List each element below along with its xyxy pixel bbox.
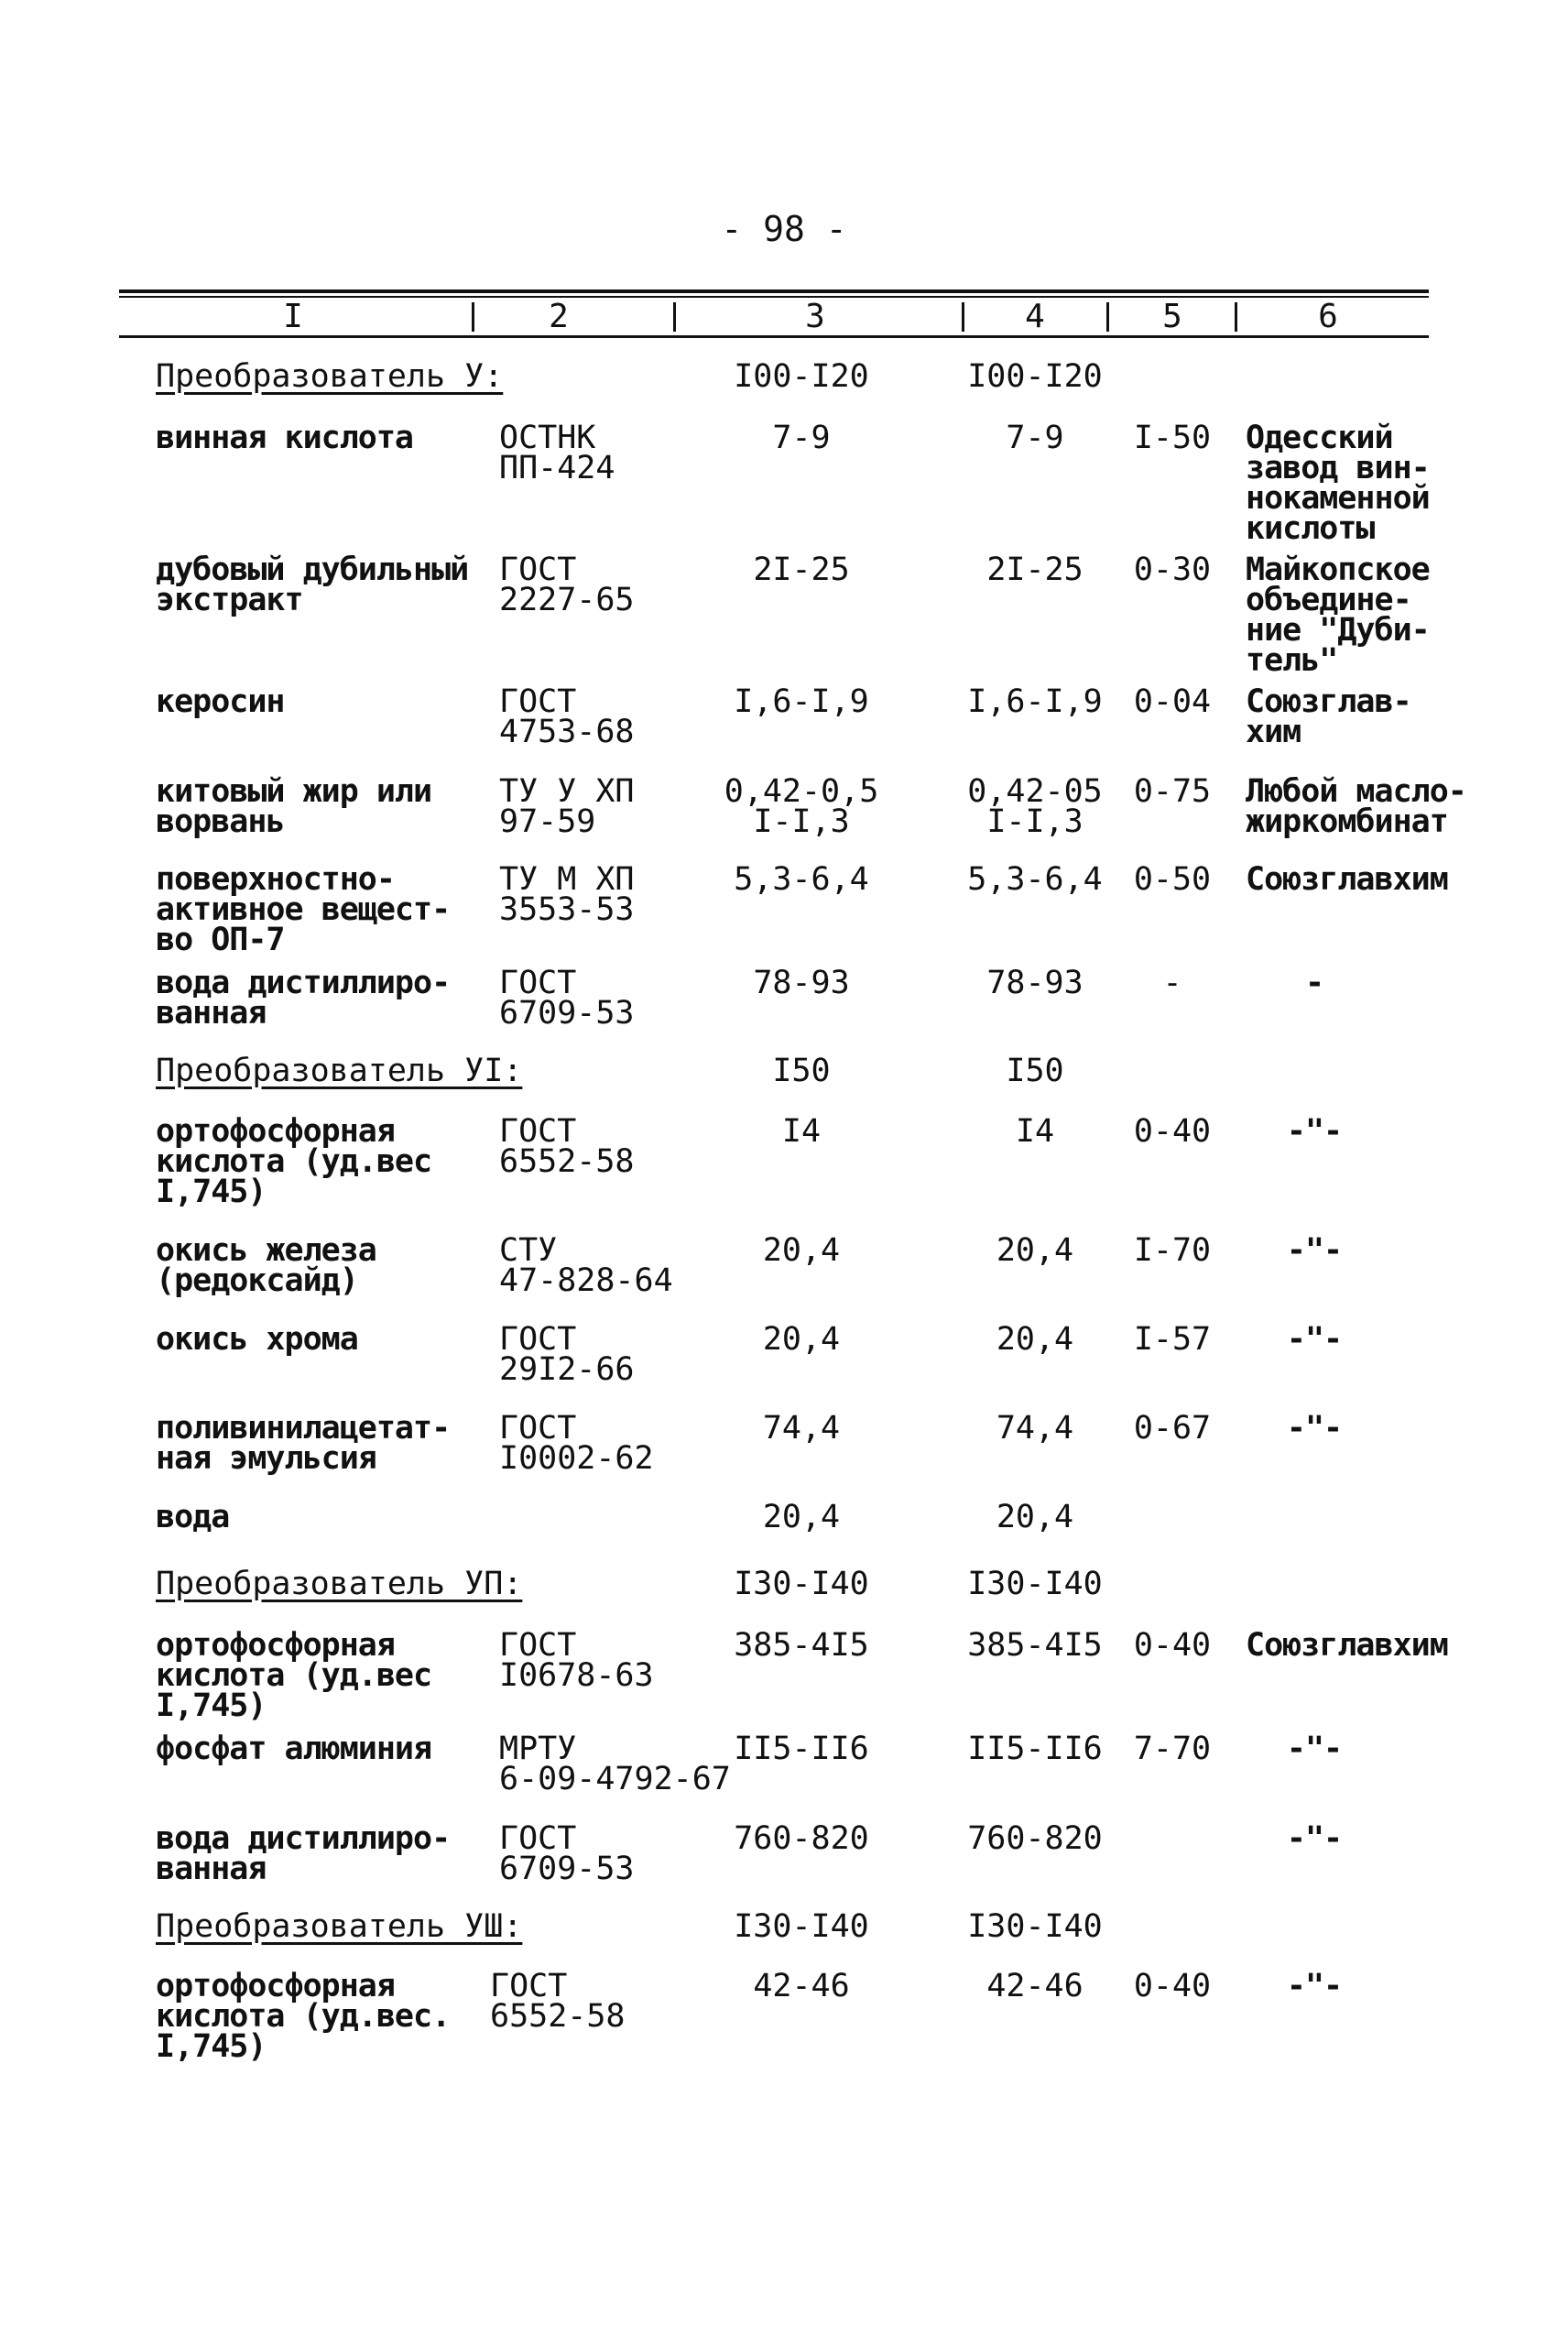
material-name: вода дистиллиро- ванная [156, 1820, 451, 1887]
standard: ТУ М ХП 3553-53 [499, 861, 635, 928]
value-col5: 0-40 [1133, 1968, 1212, 2004]
page-number: - 98 - [721, 209, 847, 249]
section-title: Преобразователь УI: [156, 1053, 523, 1089]
material-name: дубовый дубильный экстракт [156, 551, 469, 618]
value-col5: 7-70 [1133, 1731, 1212, 1767]
supplier: -"- [1286, 1820, 1343, 1857]
standard: ГОСТ 6709-53 [499, 965, 635, 1032]
value-col5: 0-67 [1133, 1410, 1212, 1447]
value-col5: - [1162, 965, 1182, 1001]
table-header-rule [119, 335, 1429, 338]
supplier: - [1304, 965, 1324, 1001]
section-col4: I00-I20 [967, 358, 1103, 395]
value-col3: I,6-I,9 [734, 683, 869, 720]
material-name: ортофосфорная кислота (уд.вес I,745) [156, 1113, 432, 1210]
value-col5: 0-40 [1133, 1113, 1212, 1150]
supplier: Союзглав- хим [1246, 683, 1411, 750]
value-col3: 74,4 [762, 1410, 841, 1447]
value-col5: 0-30 [1133, 551, 1212, 588]
material-name: керосин [156, 683, 285, 720]
standard: ГОСТ 2227-65 [499, 551, 635, 618]
header-col-3: 3 [805, 298, 825, 335]
section-col4: I50 [1006, 1053, 1064, 1089]
value-col3: 5,3-6,4 [734, 861, 869, 898]
supplier: -"- [1286, 1232, 1343, 1269]
value-col3: 20,4 [762, 1499, 841, 1535]
value-col3: 2I-25 [753, 551, 850, 588]
standard: ТУ У ХП 97-59 [499, 773, 635, 840]
value-col5: I-50 [1133, 420, 1212, 456]
material-name: ортофосфорная кислота (уд.вес. I,745) [156, 1968, 451, 2065]
standard: ГОСТ 29I2-66 [499, 1321, 635, 1388]
standard: ГОСТ I0002-62 [499, 1410, 654, 1477]
standard: СТУ 47-828-64 [499, 1232, 673, 1299]
value-col5: 0-75 [1133, 773, 1212, 810]
material-name: ортофосфорная кислота (уд.вес I,745) [156, 1627, 432, 1724]
material-name: вода [156, 1499, 230, 1535]
material-name: винная кислота [156, 420, 414, 456]
standard: ГОСТ I0678-63 [499, 1627, 654, 1694]
section-col3: I00-I20 [734, 358, 869, 395]
supplier: Любой масло- жиркомбинат [1246, 773, 1466, 840]
supplier: Одесский завод вин- нокаменной кислоты [1246, 420, 1430, 547]
value-col4: 385-4I5 [967, 1627, 1103, 1664]
value-col4: 760-820 [967, 1820, 1103, 1857]
value-col4: 74,4 [996, 1410, 1074, 1447]
header-col-1: I [283, 298, 303, 335]
value-col3: 0,42-0,5 I-I,3 [724, 773, 879, 840]
standard: ГОСТ 6552-58 [499, 1113, 635, 1180]
header-col-4: 4 [1025, 298, 1045, 335]
material-name: поверхностно- активное вещест- во ОП-7 [156, 861, 451, 958]
section-col3: I30-I40 [734, 1908, 869, 1945]
header-separator [962, 302, 964, 332]
value-col4: I,6-I,9 [967, 683, 1103, 720]
supplier: -"- [1286, 1968, 1343, 2004]
supplier: Союзглавхим [1246, 861, 1448, 898]
section-title: Преобразователь У: [156, 358, 504, 395]
value-col3: 7-9 [772, 420, 831, 456]
section-col4: I30-I40 [967, 1566, 1103, 1602]
section-title: Преобразователь УШ: [156, 1908, 523, 1945]
header-col-6: 6 [1318, 298, 1338, 335]
value-col3: 20,4 [762, 1232, 841, 1269]
material-name: вода дистиллиро- ванная [156, 965, 451, 1032]
value-col5: I-70 [1133, 1232, 1212, 1269]
value-col4: 42-46 [986, 1968, 1083, 2004]
value-col4: 2I-25 [986, 551, 1083, 588]
value-col4: II5-II6 [967, 1731, 1103, 1767]
value-col5: 0-04 [1133, 683, 1212, 720]
header-col-5: 5 [1162, 298, 1182, 335]
section-col4: I30-I40 [967, 1908, 1103, 1945]
supplier: -"- [1286, 1113, 1343, 1150]
header-separator [472, 302, 474, 332]
value-col3: 78-93 [753, 965, 850, 1001]
section-title: Преобразователь УП: [156, 1566, 523, 1602]
value-col4: 20,4 [996, 1499, 1074, 1535]
value-col4: 78-93 [986, 965, 1083, 1001]
value-col5: 0-40 [1133, 1627, 1212, 1664]
table-top-rule [119, 289, 1429, 293]
header-separator [1106, 302, 1109, 332]
material-name: окись железа (редоксайд) [156, 1232, 376, 1299]
value-col4: 7-9 [1006, 420, 1064, 456]
value-col5: 0-50 [1133, 861, 1212, 898]
standard: ГОСТ 6552-58 [490, 1968, 626, 2035]
value-col3: I4 [781, 1113, 822, 1150]
value-col5: I-57 [1133, 1321, 1212, 1358]
value-col4: 5,3-6,4 [967, 861, 1103, 898]
supplier: Майкопское объедине- ние "Дуби- тель" [1246, 551, 1430, 679]
material-name: фосфат алюминия [156, 1731, 432, 1767]
value-col3: 760-820 [734, 1820, 869, 1857]
material-name: китовый жир или ворвань [156, 773, 432, 840]
supplier: -"- [1286, 1731, 1343, 1767]
standard: ГОСТ 4753-68 [499, 683, 635, 750]
standard: ГОСТ 6709-53 [499, 1820, 635, 1887]
value-col4: 20,4 [996, 1321, 1074, 1358]
section-col3: I30-I40 [734, 1566, 869, 1602]
value-col4: 20,4 [996, 1232, 1074, 1269]
header-separator [673, 302, 676, 332]
header-col-2: 2 [549, 298, 569, 335]
value-col3: 20,4 [762, 1321, 841, 1358]
value-col3: II5-II6 [734, 1731, 869, 1767]
value-col3: 42-46 [753, 1968, 850, 2004]
section-col3: I50 [772, 1053, 831, 1089]
value-col3: 385-4I5 [734, 1627, 869, 1664]
material-name: окись хрома [156, 1321, 358, 1358]
supplier: Союзглавхим [1246, 1627, 1448, 1664]
supplier: -"- [1286, 1410, 1343, 1447]
header-separator [1235, 302, 1237, 332]
material-name: поливинилацетат- ная эмульсия [156, 1410, 451, 1477]
standard: МРТУ 6-09-4792-67 [499, 1731, 731, 1797]
value-col4: I4 [1015, 1113, 1055, 1150]
supplier: -"- [1286, 1321, 1343, 1358]
standard: ОСТНК ПП-424 [499, 420, 615, 486]
value-col4: 0,42-05 I-I,3 [967, 773, 1103, 840]
